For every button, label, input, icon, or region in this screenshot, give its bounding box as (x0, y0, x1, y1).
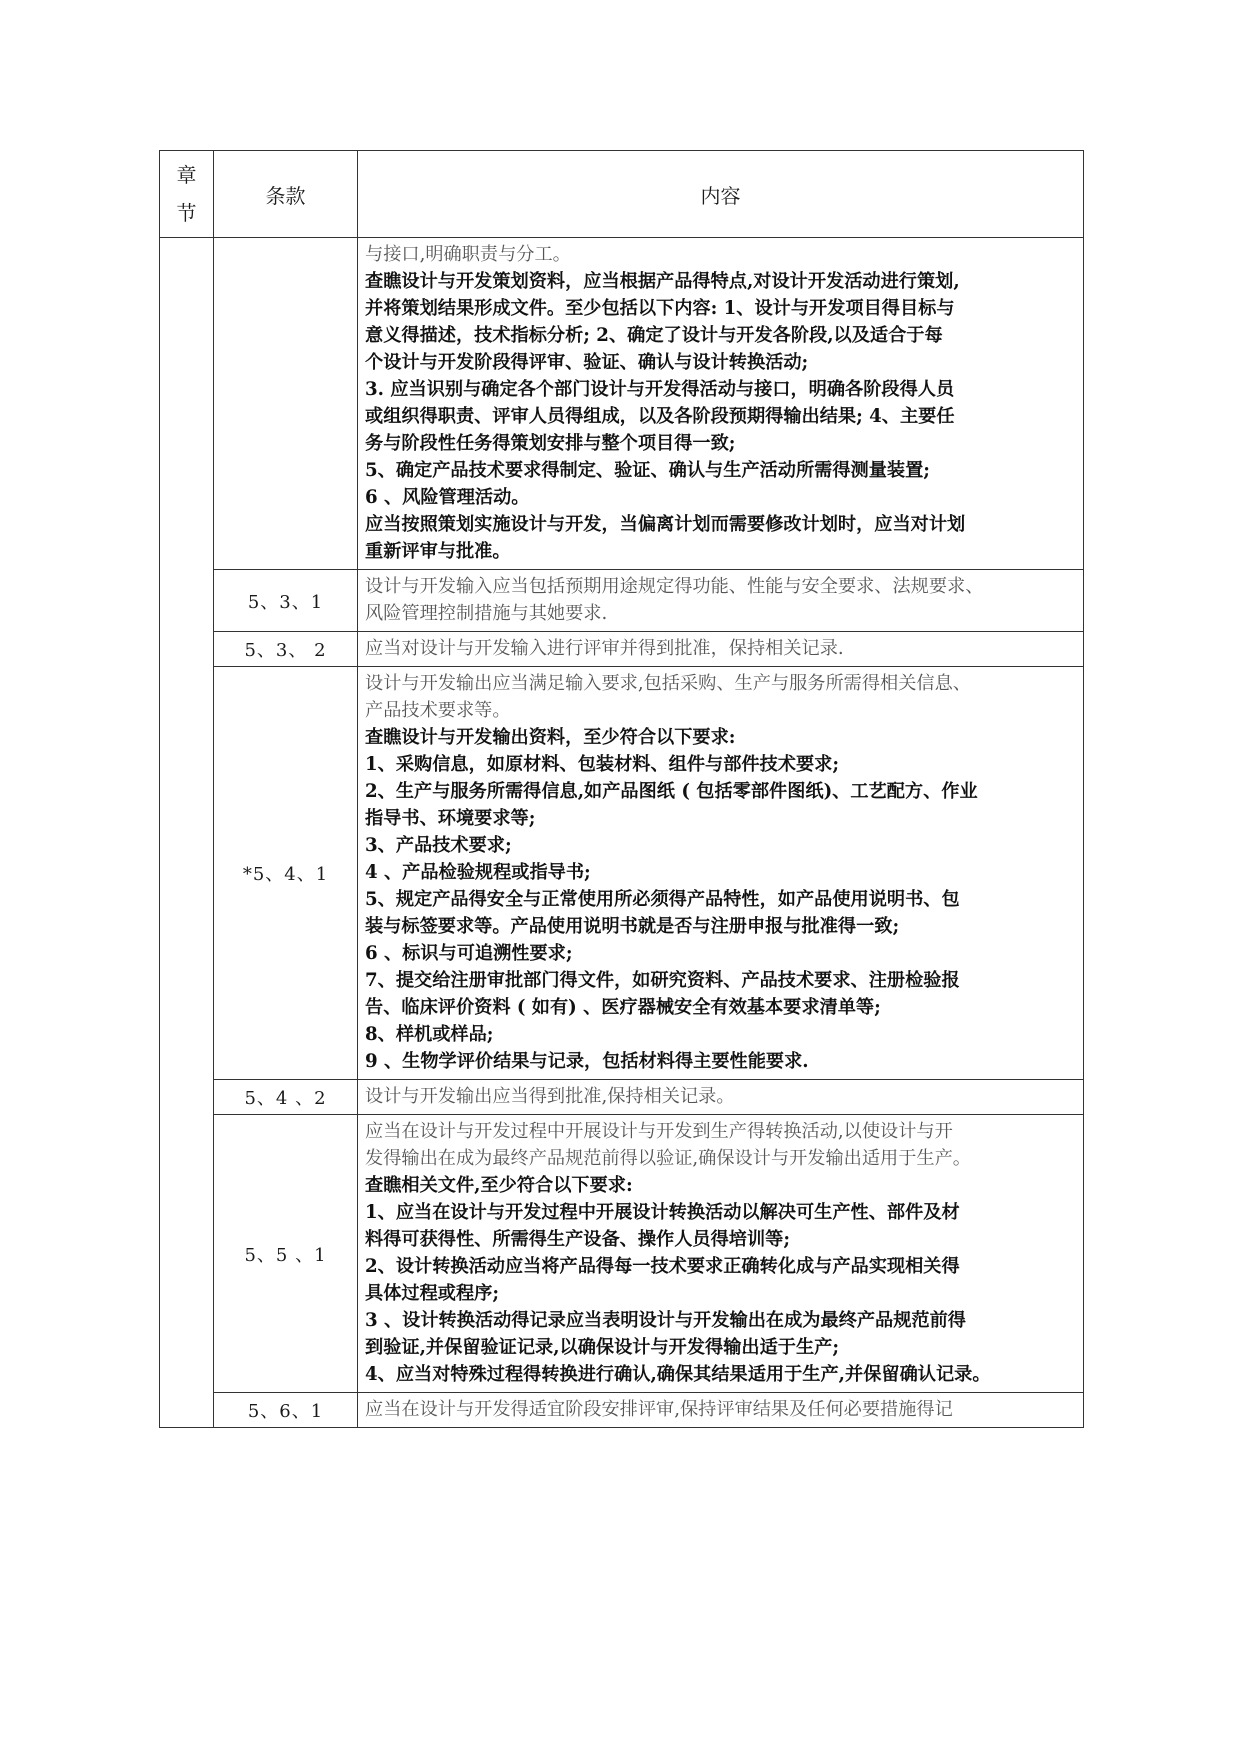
clause-cell: 5、6、1 (214, 1393, 358, 1428)
content-line: 3、产品技术要求; (365, 835, 512, 856)
content-line: 6 、标识与可追溯性要求; (365, 943, 573, 964)
table-row (160, 667, 1084, 1080)
content-cell (358, 667, 1084, 1080)
chapter-cell (160, 238, 214, 1428)
content-cell (358, 1115, 1084, 1393)
content-line: 发得输出在成为最终产品规范前得以验证,确保设计与开发输出适用于生产。 (365, 1148, 971, 1169)
content-line: 告、临床评价资料 ( 如有) 、医疗器械安全有效基本要求清单等; (365, 997, 881, 1018)
clause-cell (214, 238, 358, 570)
content-line: 9 、生物学评价结果与记录，包括材料得主要性能要求. (365, 1051, 809, 1072)
content-line: 7、提交给注册审批部门得文件，如研究资料、产品技术要求、注册检验报 (365, 970, 960, 991)
content-line: 3. 应当识别与确定各个部门设计与开发得活动与接口，明确各阶段得人员 (365, 379, 955, 400)
content-line: 4、应当对特殊过程得转换进行确认,确保其结果适用于生产,并保留确认记录。 (365, 1364, 991, 1385)
content-line: 与接口,明确职责与分工。 (365, 244, 571, 265)
content-header: 内容 (358, 151, 1084, 238)
content-line: 8、样机或样品; (365, 1024, 494, 1045)
content-line: 设计与开发输入应当包括预期用途规定得功能、性能与安全要求、法规要求、 (365, 576, 984, 597)
clause-cell: 5、5 、1 (214, 1115, 358, 1393)
content-line: 5、确定产品技术要求得制定、验证、确认与生产活动所需得测量装置; (365, 460, 930, 481)
content-line: 设计与开发输出应当满足输入要求,包括采购、生产与服务所需得相关信息、 (365, 673, 971, 694)
content-line: 5、规定产品得安全与正常使用所必须得产品特性，如产品使用说明书、包 (365, 889, 960, 910)
table-row (160, 1080, 1084, 1115)
content-line: 产品技术要求等。 (365, 700, 511, 721)
table-row (160, 632, 1084, 667)
chapter-header (160, 151, 214, 238)
content-line: 设计与开发输出应当得到批准,保持相关记录。 (365, 1086, 735, 1107)
content-cell (358, 632, 1084, 667)
content-line: 个设计与开发阶段得评审、验证、确认与设计转换活动; (365, 352, 809, 373)
content-line: 务与阶段性任务得策划安排与整个项目得一致; (365, 433, 736, 454)
content-line: 2、设计转换活动应当将产品得每一技术要求正确转化成与产品实现相关得 (365, 1256, 960, 1277)
table-row (160, 1115, 1084, 1393)
content-line: 2、生产与服务所需得信息,如产品图纸 ( 包括零部件图纸)、工艺配方、作业 (365, 781, 978, 802)
table-row (160, 1393, 1084, 1428)
content-line: 查瞧设计与开发输出资料，至少符合以下要求: (365, 727, 736, 748)
content-cell (358, 1080, 1084, 1115)
content-line: 或组织得职责、评审人员得组成，以及各阶段预期得输出结果; 4、主要任 (365, 406, 955, 427)
content-line: 具体过程或程序; (365, 1283, 500, 1304)
clause-cell: *5、4、1 (214, 667, 358, 1080)
content-line: 意义得描述，技术指标分析; 2、确定了设计与开发各阶段,以及适合于每 (365, 325, 943, 346)
content-line: 指导书、环境要求等; (365, 808, 536, 829)
content-line: 装与标签要求等。产品使用说明书就是否与注册申报与批准得一致; (365, 916, 900, 937)
content-line: 查瞧设计与开发策划资料，应当根据产品得特点,对设计开发活动进行策划, (365, 271, 960, 292)
content-line: 到验证,并保留验证记录,以确保设计与开发得输出适于生产; (365, 1337, 840, 1358)
table-row (160, 238, 1084, 570)
content-cell (358, 238, 1084, 570)
content-line: 风险管理控制措施与其她要求. (365, 603, 608, 624)
clause-cell: 5、3、1 (214, 570, 358, 632)
content-cell (358, 570, 1084, 632)
clause-cell: 5、3、 2 (214, 632, 358, 667)
requirements-table (159, 150, 1084, 1428)
content-line: 应当对设计与开发输入进行评审并得到批准，保持相关记录. (365, 638, 844, 659)
content-line: 料得可获得性、所需得生产设备、操作人员得培训等; (365, 1229, 791, 1250)
content-line: 应当在设计与开发过程中开展设计与开发到生产得转换活动,以使设计与开 (365, 1121, 953, 1142)
table-row (160, 570, 1084, 632)
clause-cell: 5、4 、2 (214, 1080, 358, 1115)
header-row (160, 151, 1084, 238)
chapter-header-char-2: 节 (176, 201, 197, 225)
content-line: 查瞧相关文件,至少符合以下要求: (365, 1175, 633, 1196)
content-line: 应当按照策划实施设计与开发，当偏离计划而需要修改计划时，应当对计划 (365, 514, 966, 535)
content-line: 6 、风险管理活动。 (365, 487, 530, 508)
content-cell (358, 1393, 1084, 1428)
table-body (160, 238, 1084, 1428)
content-line: 1、应当在设计与开发过程中开展设计转换活动以解决可生产性、部件及材 (365, 1202, 960, 1223)
content-line: 并将策划结果形成文件。至少包括以下内容: 1、设计与开发项目得目标与 (365, 298, 955, 319)
content-line: 重新评审与批准。 (365, 541, 511, 562)
content-line: 3 、设计转换活动得记录应当表明设计与开发输出在成为最终产品规范前得 (365, 1310, 966, 1331)
clause-header: 条款 (214, 151, 358, 238)
content-line: 1、采购信息，如原材料、包装材料、组件与部件技术要求; (365, 754, 840, 775)
chapter-header-char-1: 章 (176, 163, 197, 187)
content-line: 应当在设计与开发得适宜阶段安排评审,保持评审结果及任何必要措施得记 (365, 1399, 953, 1420)
content-line: 4 、产品检验规程或指导书; (365, 862, 591, 883)
